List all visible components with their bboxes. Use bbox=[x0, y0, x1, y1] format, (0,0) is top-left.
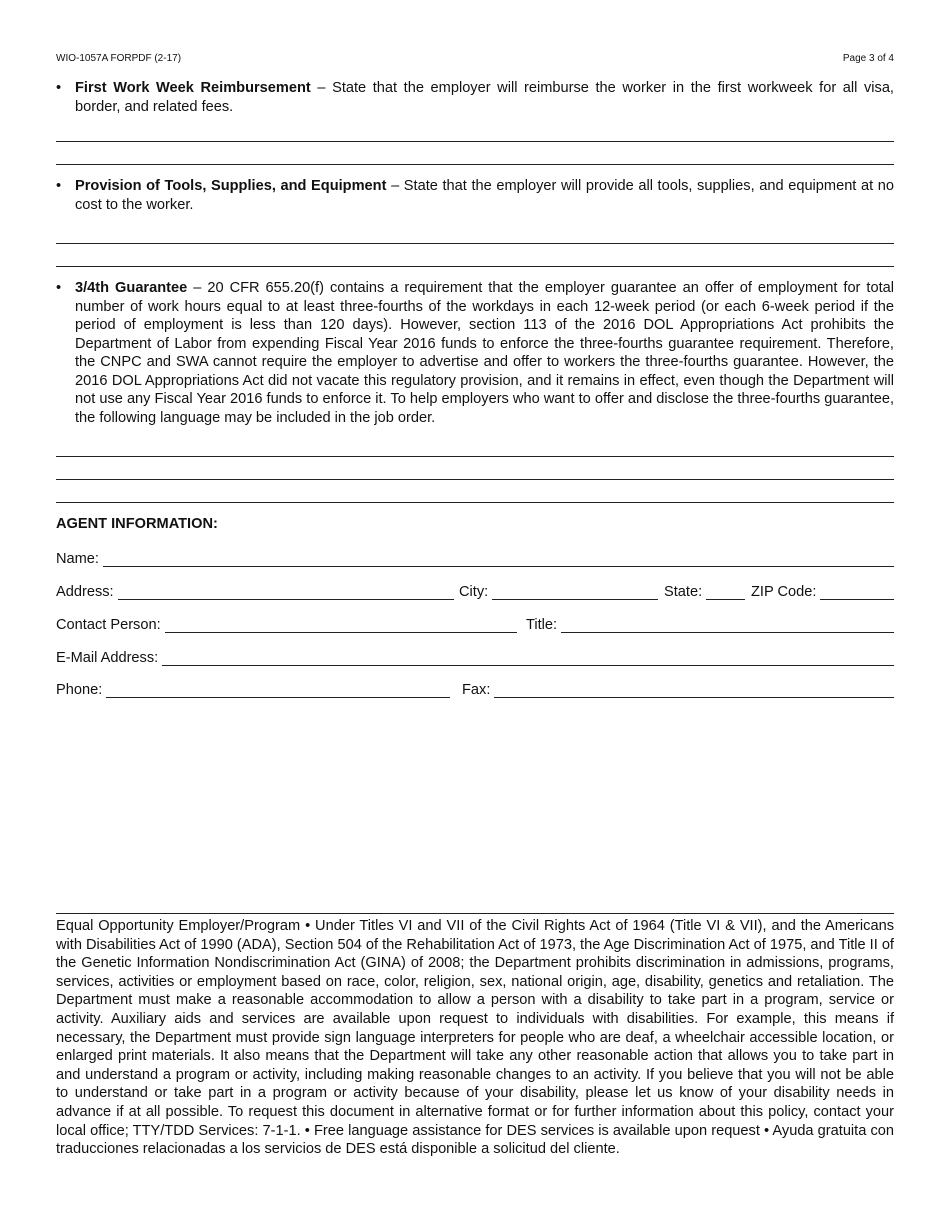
answer-line[interactable] bbox=[56, 502, 894, 503]
name-label: Name: bbox=[56, 551, 99, 567]
bullet-text: – 20 CFR 655.20(f) contains a requirement that the employer guarantee an offer of employment for total number of work hours equal to at least three-fourths of the workdays in each 12-week period (or each 6-week period if the period of employment is less than 120 days). However, section 113 of the 2016 DOL Appropriations Act prohibits the Department of Labor from expending Fiscal Year 2016 funds to enforce the three-fourths guarantee requirement. Therefore, the CNPC and SWA cannot require the employer to advertise and offer to workers the three-fourths guarantee. However, the 2016 DOL Appropriations Act did not vacate this regulatory provision, and it remains in effect, even though the Department will not use any Fiscal Year 2016 funds to enforce it. To help employers who want to offer and disclose the three-fourths guarantee, the following language may be included in the job order. bbox=[75, 280, 894, 426]
fax-label: Fax: bbox=[462, 682, 491, 698]
zip-code-field[interactable] bbox=[820, 585, 894, 599]
city-field[interactable] bbox=[492, 585, 658, 599]
bullet-text: – State that the employer will reimburse the worker in the first workweek for all visa, border, and related fees. bbox=[75, 80, 894, 115]
bullet-first-work-week bbox=[56, 79, 894, 116]
bullet-symbol: • bbox=[56, 178, 62, 194]
address-row bbox=[56, 580, 894, 600]
bullet-three-fourths-guarantee bbox=[56, 279, 894, 427]
title-field[interactable] bbox=[561, 618, 894, 632]
email-row bbox=[56, 646, 894, 666]
bullet-text: – State that the employer will provide all tools, supplies, and equipment at no cost to the worker. bbox=[75, 178, 894, 213]
bullet-symbol: • bbox=[56, 80, 62, 96]
bullet-tools-supplies bbox=[56, 177, 894, 214]
zip-code-label: ZIP Code: bbox=[751, 584, 817, 600]
form-id: WIO-1057A FORPDF (2-17) bbox=[56, 53, 182, 64]
answer-line[interactable] bbox=[56, 141, 894, 142]
title-label: Title: bbox=[526, 617, 558, 633]
email-address-field[interactable] bbox=[162, 651, 894, 665]
contact-row bbox=[56, 613, 894, 633]
footer-divider bbox=[56, 913, 894, 914]
phone-label: Phone: bbox=[56, 682, 103, 698]
state-field[interactable] bbox=[706, 585, 745, 599]
bullet-title: Provision of Tools, Supplies, and Equipment bbox=[75, 178, 387, 194]
phone-field[interactable] bbox=[106, 683, 450, 697]
city-label: City: bbox=[459, 584, 489, 600]
answer-line[interactable] bbox=[56, 266, 894, 267]
bullet-title: 3/4th Guarantee bbox=[75, 280, 188, 296]
bullet-symbol: • bbox=[56, 280, 62, 296]
equal-opportunity-notice: Equal Opportunity Employer/Program • Under Titles VI and VII of the Civil Rights Act of 1964 (Title VI & VII), and the Americans with Disabilities Act of 1990 (ADA), Section 504 of the Rehabilitation Act of 1973, the Age Discrimination Act of 1975, and Title II of the Genetic Information Nondiscrimination Act (GINA) of 2008; the Department prohibits discrimination in admissions, programs, services, activities or employment based on race, color, religion, sex, national origin, age, disability, genetics and retaliation. The Department must make a reasonable accommodation to allow a person with a disability to take part in a program, service or activity. Auxiliary aids and services are available upon request to individuals with disabilities. For example, this means if necessary, the Department must provide sign language interpreters for people who are deaf, a wheelchair accessible location, or enlarged print materials. It also means that the Department will take any other reasonable action that allows you to take part in and understand a program or activity, including making reasonable changes to an activity. If you believe that you will not be able to understand or take part in a program or activity because of your disability, please let us know of your disability needs in advance if at all possible. To request this document in alternative format or for further information about this policy, contact your local office; TTY/TDD Services: 7-1-1. • Free language assistance for DES services is available upon request • Ayuda gratuita con traducciones relacionadas a los servicios de DES está disponible a solicitud del cliente. bbox=[56, 918, 894, 1158]
answer-line[interactable] bbox=[56, 456, 894, 457]
page-number: Page 3 of 4 bbox=[842, 53, 894, 64]
answer-line[interactable] bbox=[56, 164, 894, 165]
agent-information-heading: AGENT INFORMATION: bbox=[56, 516, 218, 532]
name-row bbox=[56, 547, 894, 567]
state-label: State: bbox=[664, 584, 703, 600]
bullet-title: First Work Week Reimbursement bbox=[75, 80, 311, 96]
answer-line[interactable] bbox=[56, 479, 894, 480]
contact-person-field[interactable] bbox=[165, 618, 517, 632]
address-label: Address: bbox=[56, 584, 114, 600]
phone-row bbox=[56, 678, 894, 698]
name-field[interactable] bbox=[103, 552, 894, 566]
contact-person-label: Contact Person: bbox=[56, 617, 161, 633]
address-field[interactable] bbox=[118, 585, 454, 599]
answer-line[interactable] bbox=[56, 243, 894, 244]
email-address-label: E-Mail Address: bbox=[56, 650, 159, 666]
fax-field[interactable] bbox=[494, 683, 894, 697]
